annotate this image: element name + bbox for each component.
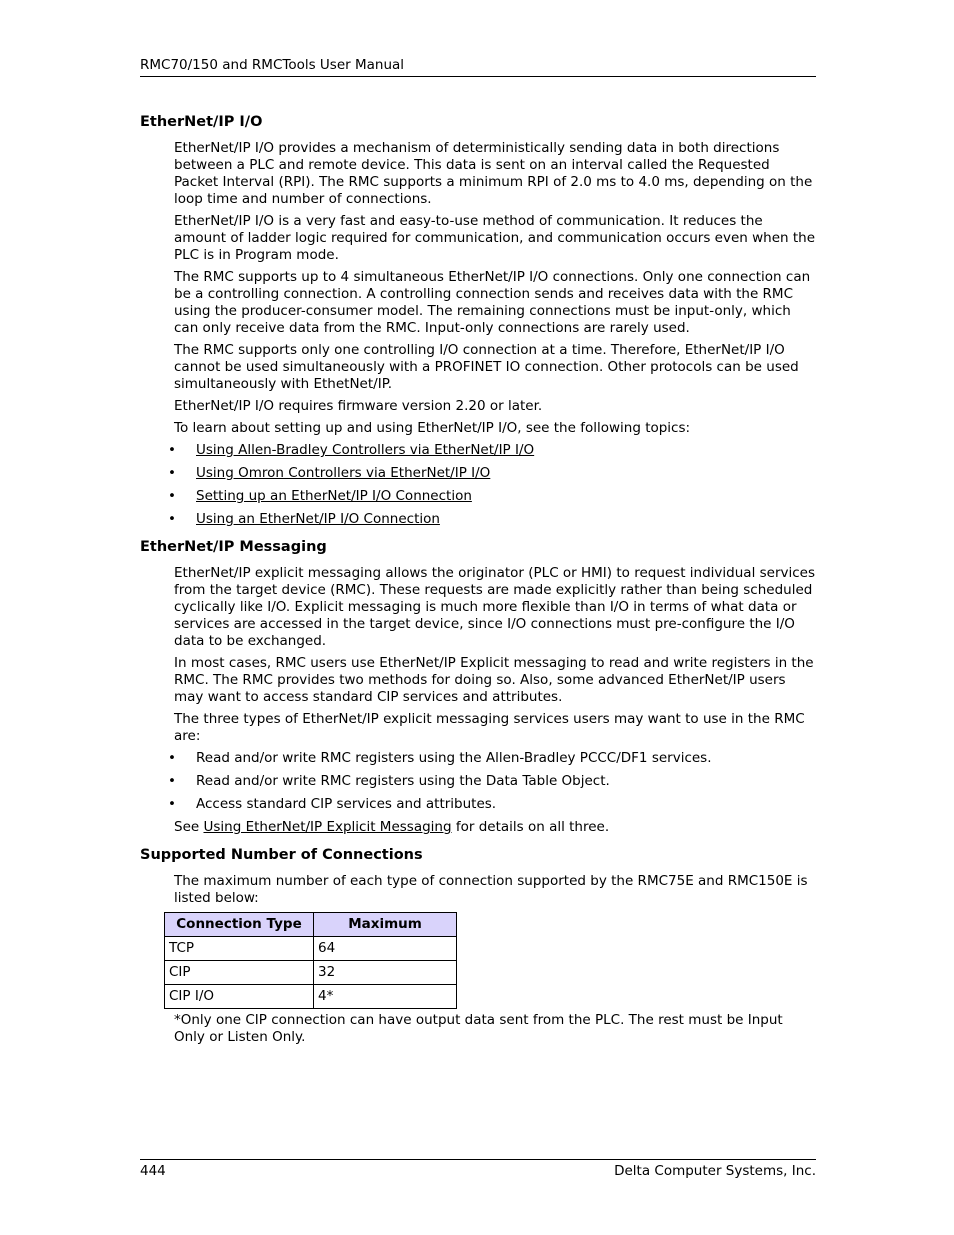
- see-prefix: See: [174, 819, 204, 835]
- topic-link-allen-bradley[interactable]: Using Allen-Bradley Controllers via EtherNet/IP I/O: [196, 442, 535, 458]
- section-heading-ethernetip-io: EtherNet/IP I/O: [140, 114, 263, 130]
- page-footer: [140, 1159, 816, 1179]
- list-item: [140, 465, 816, 482]
- page-header: [140, 57, 816, 77]
- table-cell: 32: [314, 961, 457, 985]
- table-footnote: *Only one CIP connection can have output data sent from the PLC. The rest must be Input Only or Listen Only.: [174, 1012, 783, 1045]
- table-row: [165, 937, 457, 961]
- table-header-row: [165, 913, 457, 937]
- paragraph: The RMC supports only one controlling I/O connection at a time. Therefore, EtherNet/IP I/O cannot be used simultaneously with a PROFINET IO connection. Other protocols can be used simultaneously with EthetNet/IP.: [174, 342, 799, 392]
- table-cell: 64: [314, 937, 457, 961]
- manual-title: RMC70/150 and RMCTools User Manual: [140, 57, 405, 73]
- paragraph: In most cases, RMC users use EtherNet/IP Explicit messaging to read and write registers in the RMC. The RMC provides two methods for doing so. Also, some advanced EtherNet/IP users may want to access standard CIP services and attributes.: [174, 655, 814, 705]
- section-heading-messaging: EtherNet/IP Messaging: [140, 539, 327, 555]
- page-number: 444: [140, 1163, 166, 1179]
- paragraph: The RMC supports up to 4 simultaneous EtherNet/IP I/O connections. Only one connection can be a controlling connection. A controlling connection sends and receives data with the RMC using the producer-consumer model. The remaining connections must be input-only, which can only receive data from the RMC. Input-only connections are rarely used.: [174, 269, 811, 336]
- paragraph: EtherNet/IP I/O provides a mechanism of deterministically sending data in both directions between a PLC and remote device. This data is sent on an interval called the Requested Packet Interval (RPI). The RMC supports a minimum RPI of 2.0 ms to 4.0 ms, depending on the loop time and number of connections.: [174, 140, 813, 207]
- paragraph: The three types of EtherNet/IP explicit messaging services users may want to use in the RMC are:: [174, 711, 805, 744]
- table-cell: CIP I/O: [165, 985, 314, 1009]
- service-list: [140, 750, 816, 813]
- see-also-paragraph: [174, 819, 816, 836]
- list-item: [140, 488, 816, 505]
- paragraph: To learn about setting up and using EtherNet/IP I/O, see the following topics:: [174, 420, 691, 436]
- paragraph: The maximum number of each type of connection supported by the RMC75E and RMC150E is listed below:: [174, 873, 808, 906]
- topic-link-list: [140, 442, 816, 528]
- column-header-connection-type: Connection Type: [165, 913, 314, 937]
- list-item: [140, 511, 816, 528]
- section-heading-connections: Supported Number of Connections: [140, 847, 423, 863]
- paragraph: EtherNet/IP I/O is a very fast and easy-to-use method of communication. It reduces the amount of ladder logic required for communication, and communication occurs even when the PLC is in Program mode.: [174, 213, 815, 263]
- page-content: [140, 113, 816, 1051]
- list-item: [140, 442, 816, 459]
- see-suffix: for details on all three.: [451, 819, 610, 835]
- connections-table: [164, 912, 457, 1009]
- list-item: • Read and/or write RMC registers using the Allen-Bradley PCCC/DF1 services.: [140, 750, 816, 767]
- topic-link-setting-up[interactable]: Setting up an EtherNet/IP I/O Connection: [196, 488, 472, 504]
- table-cell: 4*: [314, 985, 457, 1009]
- paragraph: EtherNet/IP I/O requires firmware version 2.20 or later.: [174, 398, 543, 414]
- list-item: • Read and/or write RMC registers using the Data Table Object.: [140, 773, 816, 790]
- company-name: Delta Computer Systems, Inc.: [614, 1163, 816, 1179]
- topic-link-omron[interactable]: Using Omron Controllers via EtherNet/IP I/O: [196, 465, 491, 481]
- topic-link-using-connection[interactable]: Using an EtherNet/IP I/O Connection: [196, 511, 440, 527]
- list-item: • Access standard CIP services and attributes.: [140, 796, 816, 813]
- table-cell: TCP: [165, 937, 314, 961]
- column-header-maximum: Maximum: [314, 913, 457, 937]
- paragraph: EtherNet/IP explicit messaging allows the originator (PLC or HMI) to request individual services from the target device (RMC). These requests are made explicitly rather than being scheduled cyclically like I/O. Explicit messaging is much more flexible than I/O in terms of what data or services are accessed in the target device, since I/O connections must pre-configure the I/O data to be exchanged.: [174, 565, 815, 649]
- table-row: [165, 985, 457, 1009]
- explicit-messaging-link[interactable]: Using EtherNet/IP Explicit Messaging: [203, 819, 452, 835]
- table-row: [165, 961, 457, 985]
- table-cell: CIP: [165, 961, 314, 985]
